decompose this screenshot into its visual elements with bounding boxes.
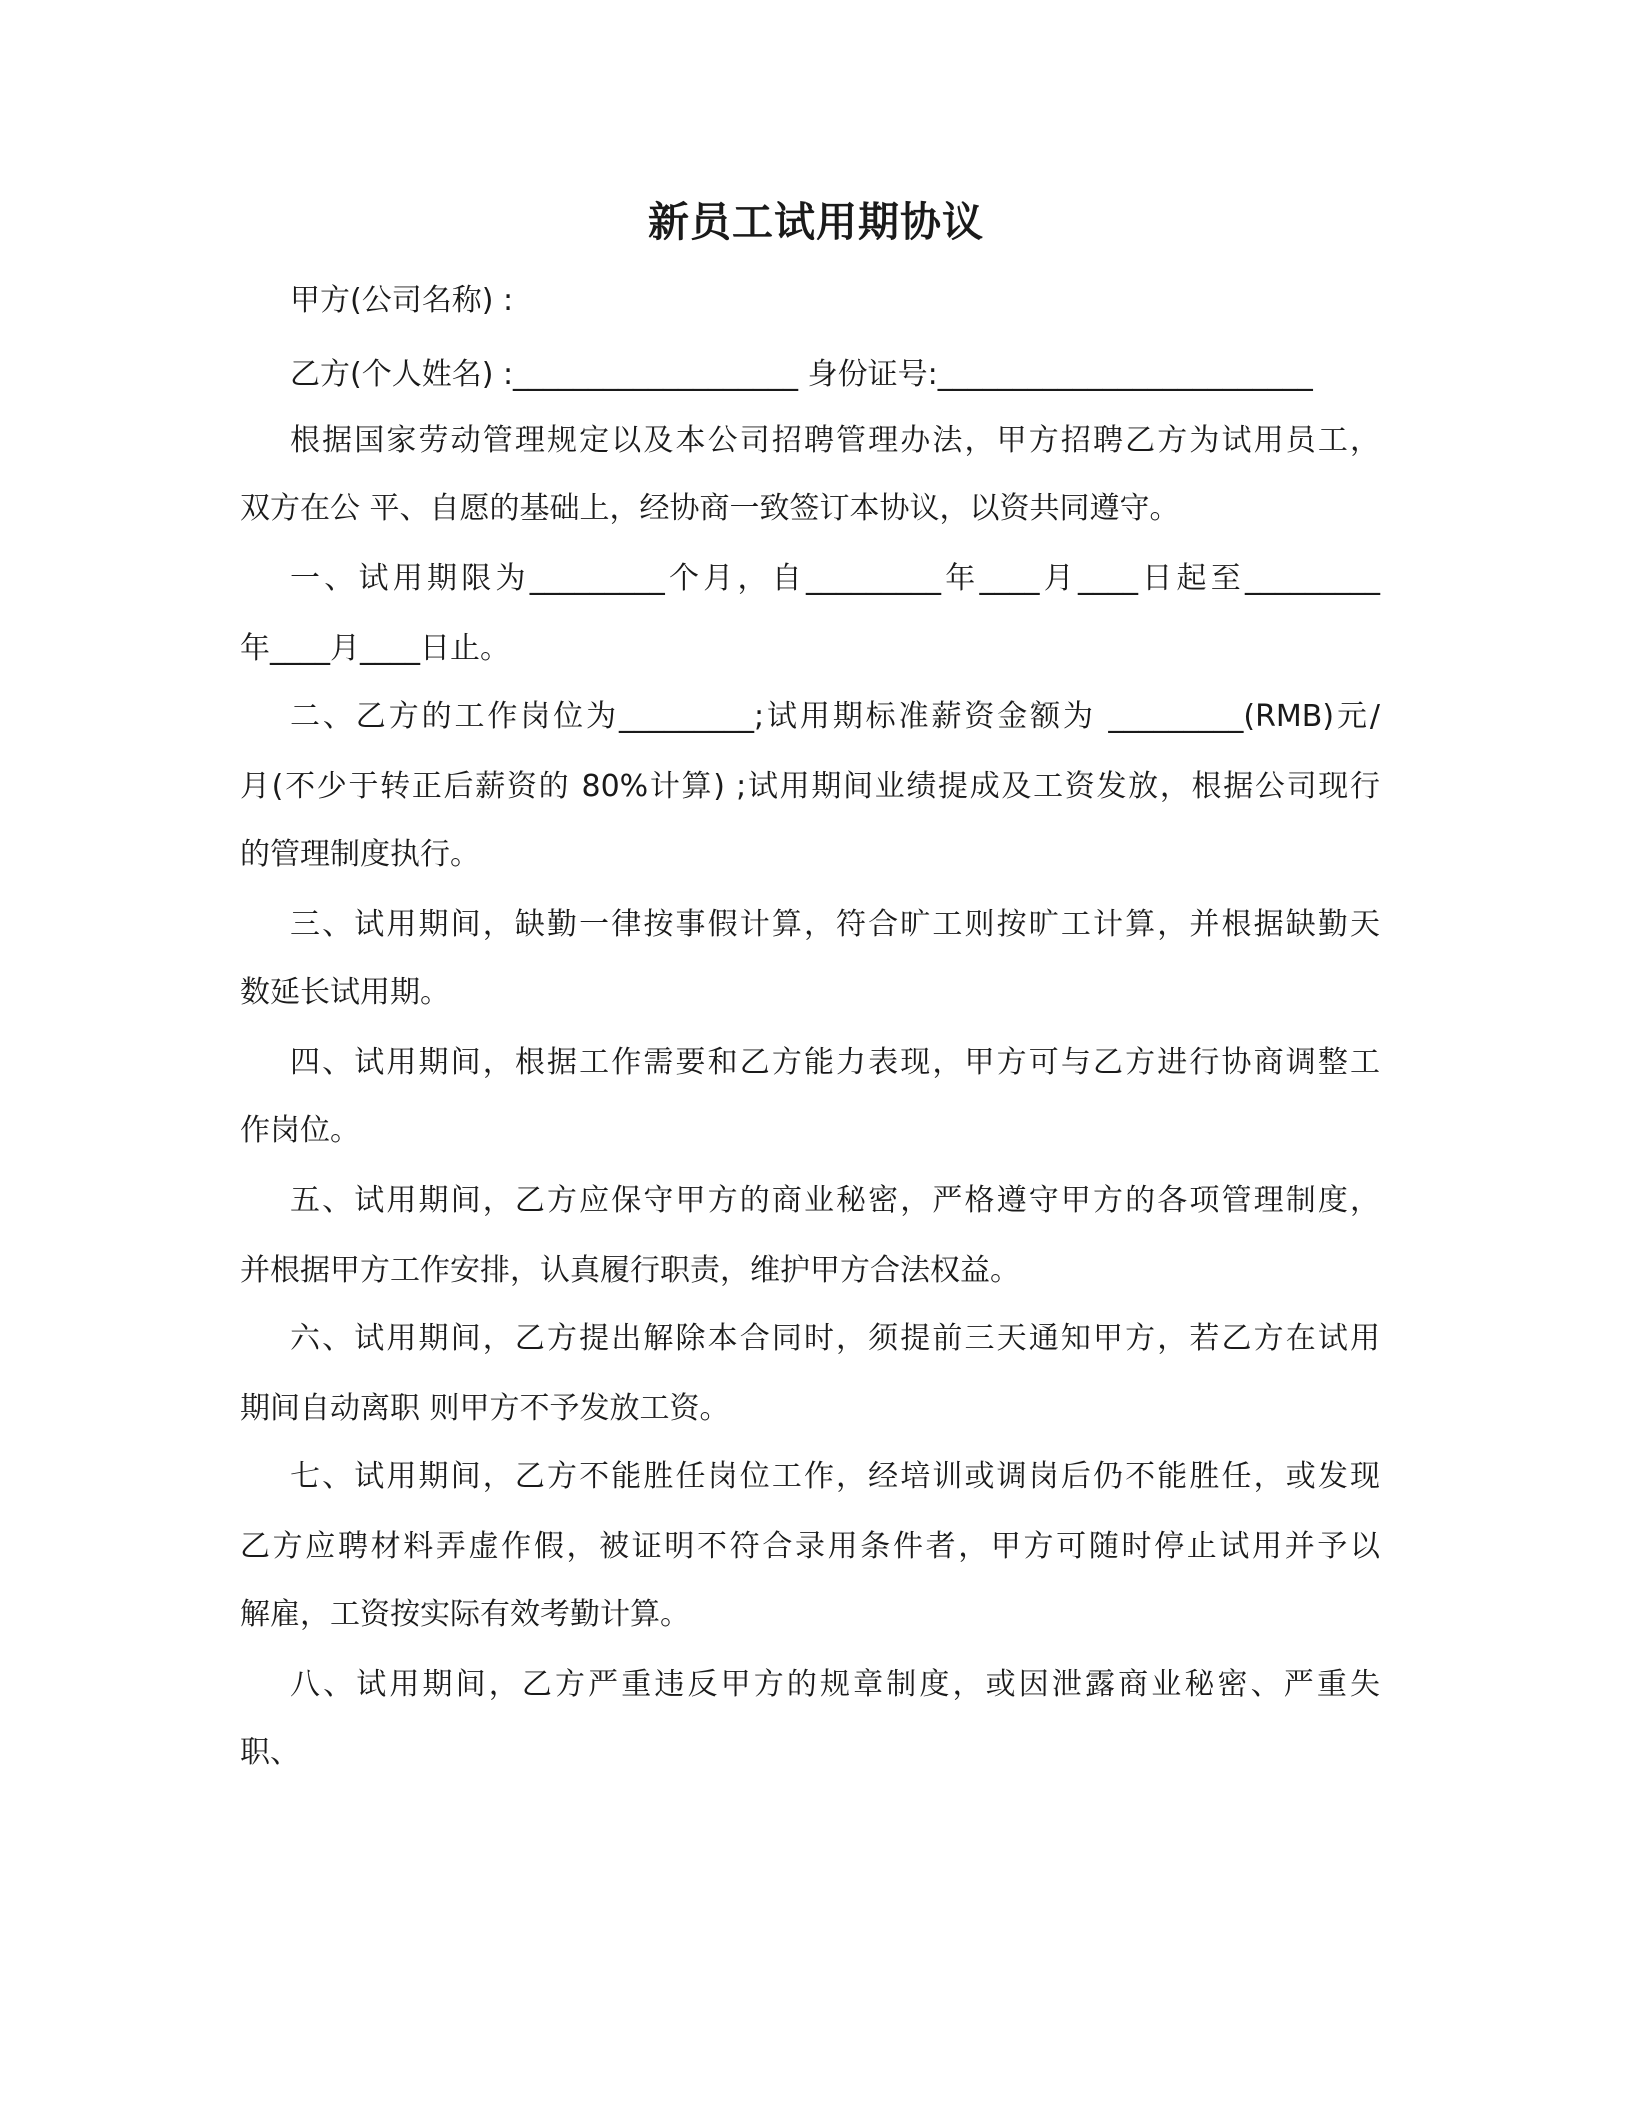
clause-7-line-1: 七、试用期间，乙方不能胜任岗位工作，经培训或调岗后仍不能胜任，或发现 [290, 1459, 1380, 1494]
clause-8-line-2: 职、 [240, 1735, 300, 1770]
clause-6-line-1: 六、试用期间，乙方提出解除本合同时，须提前三天通知甲方，若乙方在试用 [290, 1321, 1380, 1356]
clause-1-line-1: 一、试用期限为_________个月，自_________年____月____日起至_________ [290, 561, 1380, 596]
intro-line-1: 根据国家劳动管理规定以及本公司招聘管理办法，甲方招聘乙方为试用员工， [290, 423, 1380, 458]
clause-5-line-1: 五、试用期间，乙方应保守甲方的商业秘密，严格遵守甲方的各项管理制度， [290, 1183, 1380, 1218]
clause-4-line-2: 作岗位。 [240, 1113, 360, 1148]
clause-2-line-1: 二、乙方的工作岗位为_________;试用期标准薪资金额为 _________(RMB)元/ [290, 699, 1380, 734]
clause-3-line-2: 数延长试用期。 [240, 975, 450, 1010]
clause-7-line-2: 乙方应聘材料弄虚作假，被证明不符合录用条件者，甲方可随时停止试用并予以 [240, 1529, 1380, 1564]
clause-1-line-2: 年____月____日止。 [240, 631, 510, 666]
party-a-line: 甲方(公司名称) : [290, 283, 514, 318]
clause-2-line-2: 月(不少于转正后薪资的 80%计算) ;试用期间业绩提成及工资发放，根据公司现行 [240, 769, 1380, 804]
clause-2-line-3: 的管理制度执行。 [240, 837, 480, 872]
document-title: 新员工试用期协议 [648, 198, 984, 246]
clause-3-line-1: 三、试用期间，缺勤一律按事假计算，符合旷工则按旷工计算，并根据缺勤天 [290, 907, 1380, 942]
clause-5-line-2: 并根据甲方工作安排，认真履行职责，维护甲方合法权益。 [240, 1253, 1020, 1288]
party-b-line: 乙方(个人姓名) :___________________ 身份证号:_________________________ [290, 357, 1313, 392]
clause-8-line-1: 八、试用期间，乙方严重违反甲方的规章制度，或因泄露商业秘密、严重失 [290, 1667, 1380, 1702]
intro-line-2: 双方在公 平、自愿的基础上，经协商一致签订本协议，以资共同遵守。 [240, 491, 1180, 526]
clause-6-line-2: 期间自动离职 则甲方不予发放工资。 [240, 1391, 730, 1426]
clause-7-line-3: 解雇，工资按实际有效考勤计算。 [240, 1597, 690, 1632]
clause-4-line-1: 四、试用期间，根据工作需要和乙方能力表现，甲方可与乙方进行协商调整工 [290, 1045, 1380, 1080]
